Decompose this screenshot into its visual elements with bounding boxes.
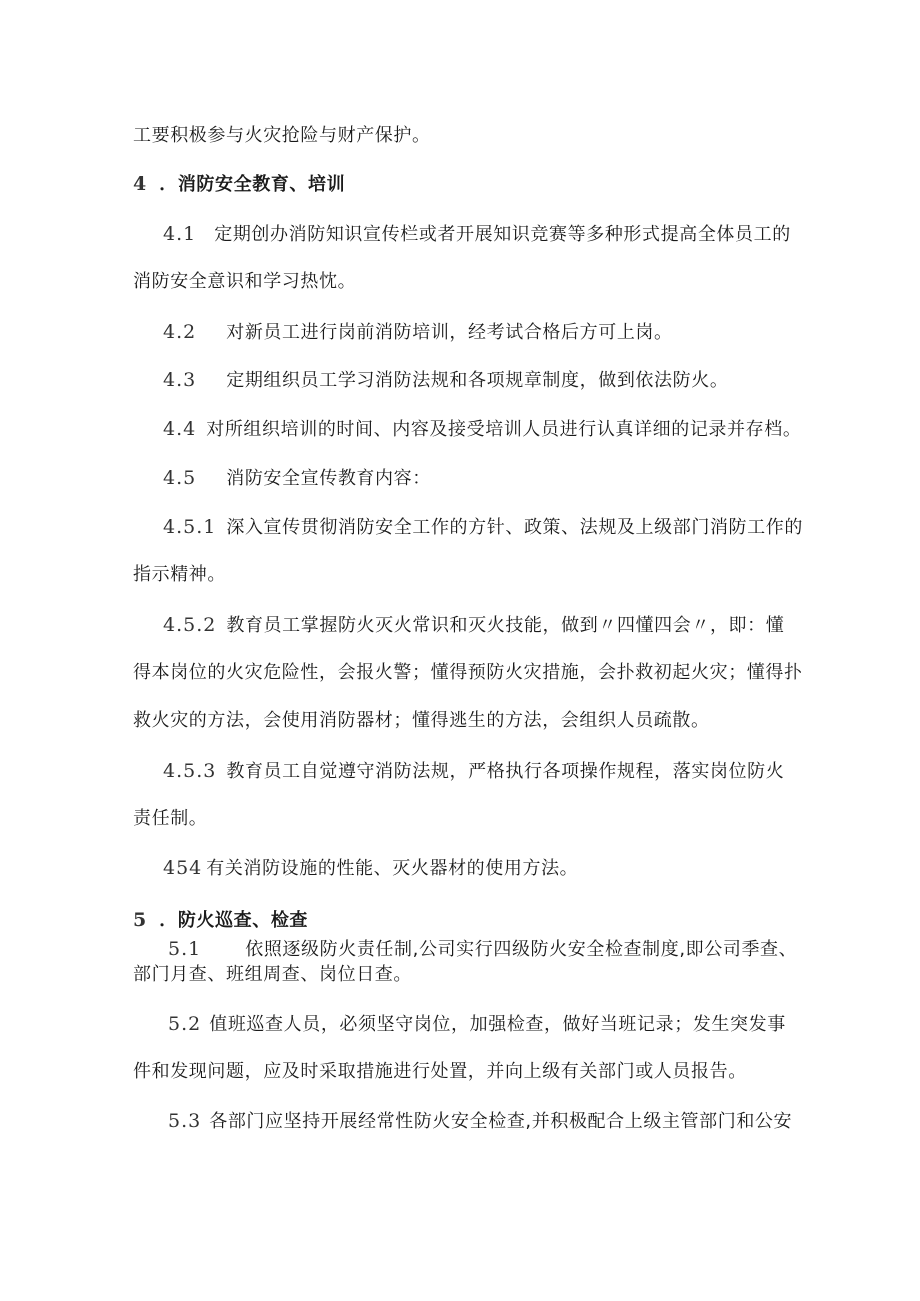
clause-number: 5.2 bbox=[168, 1013, 202, 1035]
clause-number: 4.5.3 bbox=[163, 760, 217, 782]
section-heading-5 bbox=[133, 908, 308, 933]
clause-text: 深入宣传贯彻消防安全工作的方针、政策、法规及上级部门消防工作的 bbox=[226, 517, 803, 538]
clause-number: 4.5 bbox=[163, 467, 197, 489]
paragraph-line: 工要积极参与火灾抢险与财产保护。 bbox=[133, 125, 431, 146]
section-heading-4 bbox=[133, 172, 345, 197]
clause-number: 5.1 bbox=[168, 938, 202, 960]
clause-number: 4.5.1 bbox=[163, 516, 217, 538]
clause-number: 5.3 bbox=[168, 1110, 202, 1132]
clause-number: 454 bbox=[163, 857, 203, 879]
clause-4-5-2 bbox=[163, 613, 784, 638]
clause-text: 值班巡查人员，必须坚守岗位，加强检查，做好当班记录；发生突发事 bbox=[209, 1014, 786, 1035]
section-number: 5 bbox=[133, 909, 148, 931]
clause-4-3 bbox=[163, 368, 728, 393]
clause-text: 对新员工进行岗前消防培训，经考试合格后方可上岗。 bbox=[226, 322, 673, 343]
clause-text: 有关消防设施的性能、灭火器材的使用方法。 bbox=[206, 858, 579, 879]
clause-4-1 bbox=[163, 222, 791, 247]
clause-number: 4.2 bbox=[163, 321, 197, 343]
clause-5-2-continuation: 件和发现问题，应及时采取措施进行处置，并向上级有关部门或人员报告。 bbox=[133, 1061, 747, 1082]
clause-5-2 bbox=[168, 1012, 786, 1037]
clause-4-5-1-continuation: 指示精神。 bbox=[133, 564, 226, 585]
clause-4-5-2-continuation: 救火灾的方法，会使用消防器材；懂得逃生的方法，会组织人员疏散。 bbox=[133, 710, 710, 731]
clause-text: 教育员工自觉遵守消防法规，严格执行各项操作规程，落实岗位防火 bbox=[226, 761, 785, 782]
clause-text: 定期创办消防知识宣传栏或者开展知识竞赛等多种形式提高全体员工的 bbox=[214, 224, 791, 245]
clause-text: 对所组织培训的时间、内容及接受培训人员进行认真详细的记录并存档。 bbox=[206, 419, 802, 440]
clause-number: 4.4 bbox=[163, 418, 197, 440]
section-title: ．消防安全教育、培训 bbox=[159, 174, 346, 195]
clause-text: 各部门应坚持开展经常性防火安全检查,并积极配合上级主管部门和公安 bbox=[209, 1111, 793, 1132]
clause-text: 依照逐级防火责任制,公司实行四级防火安全检查制度,即公司季查、 bbox=[245, 939, 798, 960]
clause-number: 4.5.2 bbox=[163, 614, 217, 636]
clause-number: 4.3 bbox=[163, 369, 197, 391]
clause-4-4 bbox=[163, 417, 801, 442]
clause-5-1 bbox=[168, 937, 797, 962]
section-number: 4 bbox=[133, 173, 148, 195]
clause-text: 定期组织员工学习消防法规和各项规章制度，做到依法防火。 bbox=[226, 370, 729, 391]
clause-4-5-3-continuation: 责任制。 bbox=[133, 808, 208, 829]
clause-text: 教育员工掌握防火灭火常识和灭火技能，做到〃四懂四会〃，即：懂 bbox=[226, 615, 785, 636]
clause-5-1-continuation: 部门月查、班组周查、岗位日查。 bbox=[133, 964, 412, 985]
clause-4-5 bbox=[163, 466, 431, 491]
clause-4-5-4 bbox=[163, 856, 578, 881]
clause-number: 4.1 bbox=[163, 223, 197, 245]
section-title: ．防火巡查、检查 bbox=[159, 910, 309, 931]
clause-4-2 bbox=[163, 320, 673, 345]
clause-4-5-2-continuation: 得本岗位的火灾危险性，会报火警；懂得预防火灾措施，会扑救初起火灾；懂得扑 bbox=[133, 662, 803, 683]
clause-5-3 bbox=[168, 1109, 792, 1134]
clause-4-1-continuation: 消防安全意识和学习热忱。 bbox=[133, 271, 357, 292]
clause-text: 消防安全宣传教育内容： bbox=[226, 468, 431, 489]
clause-4-5-3 bbox=[163, 759, 784, 784]
clause-4-5-1 bbox=[163, 515, 803, 540]
